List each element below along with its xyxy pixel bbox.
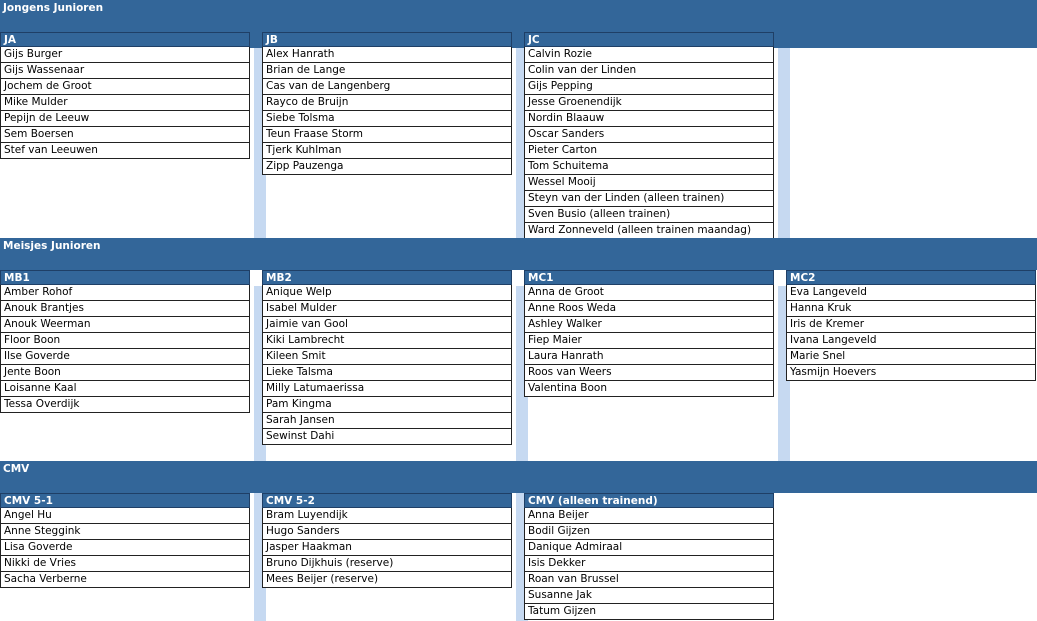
player-cell[interactable]: Nordin Blaauw xyxy=(524,111,774,127)
player-cell[interactable]: Anna de Groot xyxy=(524,285,774,301)
player-cell[interactable]: Gijs Burger xyxy=(0,47,250,63)
player-cell[interactable]: Kileen Smit xyxy=(262,349,512,365)
team-header[interactable]: MC2 xyxy=(786,270,1036,285)
player-cell[interactable]: Anne Roos Weda xyxy=(524,301,774,317)
player-cell[interactable]: Nikki de Vries xyxy=(0,556,250,572)
team-header[interactable]: JB xyxy=(262,32,512,47)
team-header[interactable]: CMV 5-2 xyxy=(262,493,512,508)
player-cell[interactable]: Anique Welp xyxy=(262,285,512,301)
player-cell[interactable]: Bruno Dijkhuis (reserve) xyxy=(262,556,512,572)
player-cell[interactable]: Jasper Haakman xyxy=(262,540,512,556)
player-cell[interactable]: Roan van Brussel xyxy=(524,572,774,588)
team-column xyxy=(0,493,250,588)
player-cell[interactable]: Lisa Goverde xyxy=(0,540,250,556)
player-cell[interactable]: Danique Admiraal xyxy=(524,540,774,556)
team-column xyxy=(262,493,512,588)
player-cell[interactable]: Mike Mulder xyxy=(0,95,250,111)
player-cell[interactable]: Cas van de Langenberg xyxy=(262,79,512,95)
player-cell[interactable]: Jochem de Groot xyxy=(0,79,250,95)
section-title: Jongens Junioren xyxy=(3,2,104,14)
player-cell[interactable]: Ivana Langeveld xyxy=(786,333,1036,349)
team-header[interactable]: CMV 5-1 xyxy=(0,493,250,508)
player-cell[interactable]: Teun Fraase Storm xyxy=(262,127,512,143)
team-header[interactable]: JC xyxy=(524,32,774,47)
player-cell[interactable]: Gijs Wassenaar xyxy=(0,63,250,79)
player-cell[interactable]: Zipp Pauzenga xyxy=(262,159,512,175)
player-cell[interactable]: Gijs Pepping xyxy=(524,79,774,95)
player-cell[interactable]: Sven Busio (alleen trainen) xyxy=(524,207,774,223)
player-cell[interactable]: Anouk Brantjes xyxy=(0,301,250,317)
player-cell[interactable]: Anna Beijer xyxy=(524,508,774,524)
player-cell[interactable]: Jesse Groenendijk xyxy=(524,95,774,111)
player-cell[interactable]: Pieter Carton xyxy=(524,143,774,159)
player-cell[interactable]: Angel Hu xyxy=(0,508,250,524)
player-cell[interactable]: Sacha Verberne xyxy=(0,572,250,588)
player-cell[interactable]: Siebe Tolsma xyxy=(262,111,512,127)
team-column xyxy=(0,270,250,413)
team-column xyxy=(786,270,1036,381)
team-header[interactable]: MB1 xyxy=(0,270,250,285)
player-cell[interactable]: Jente Boon xyxy=(0,365,250,381)
player-cell[interactable]: Alex Hanrath xyxy=(262,47,512,63)
player-cell[interactable]: Stef van Leeuwen xyxy=(0,143,250,159)
team-header[interactable]: MC1 xyxy=(524,270,774,285)
team-column xyxy=(524,493,774,620)
player-cell[interactable]: Laura Hanrath xyxy=(524,349,774,365)
player-cell[interactable]: Floor Boon xyxy=(0,333,250,349)
player-cell[interactable]: Iris de Kremer xyxy=(786,317,1036,333)
player-cell[interactable]: Steyn van der Linden (alleen trainen) xyxy=(524,191,774,207)
team-column xyxy=(262,32,512,175)
player-cell[interactable]: Bram Luyendijk xyxy=(262,508,512,524)
player-cell[interactable]: Eva Langeveld xyxy=(786,285,1036,301)
section-header-band xyxy=(0,461,1037,493)
player-cell[interactable]: Ilse Goverde xyxy=(0,349,250,365)
player-cell[interactable]: Brian de Lange xyxy=(262,63,512,79)
player-cell[interactable]: Marie Snel xyxy=(786,349,1036,365)
player-cell[interactable]: Sem Boersen xyxy=(0,127,250,143)
player-cell[interactable]: Hugo Sanders xyxy=(262,524,512,540)
player-cell[interactable]: Lieke Talsma xyxy=(262,365,512,381)
player-cell[interactable]: Isabel Mulder xyxy=(262,301,512,317)
team-column xyxy=(0,32,250,159)
player-cell[interactable]: Fiep Maier xyxy=(524,333,774,349)
player-cell[interactable]: Sewinst Dahi xyxy=(262,429,512,445)
player-cell[interactable]: Valentina Boon xyxy=(524,381,774,397)
team-header[interactable]: JA xyxy=(0,32,250,47)
player-cell[interactable]: Roos van Weers xyxy=(524,365,774,381)
column-separator-strip xyxy=(778,48,790,238)
player-cell[interactable]: Tatum Gijzen xyxy=(524,604,774,620)
player-cell[interactable]: Isis Dekker xyxy=(524,556,774,572)
team-header[interactable]: CMV (alleen trainend) xyxy=(524,493,774,508)
player-cell[interactable]: Ward Zonneveld (alleen trainen maandag) xyxy=(524,223,774,239)
player-cell[interactable]: Loisanne Kaal xyxy=(0,381,250,397)
player-cell[interactable]: Bodil Gijzen xyxy=(524,524,774,540)
player-cell[interactable]: Tessa Overdijk xyxy=(0,397,250,413)
player-cell[interactable]: Anouk Weerman xyxy=(0,317,250,333)
team-column xyxy=(524,32,774,239)
team-column xyxy=(524,270,774,397)
player-cell[interactable]: Kiki Lambrecht xyxy=(262,333,512,349)
player-cell[interactable]: Pepijn de Leeuw xyxy=(0,111,250,127)
player-cell[interactable]: Susanne Jak xyxy=(524,588,774,604)
section-title: Meisjes Junioren xyxy=(3,240,101,252)
player-cell[interactable]: Calvin Rozie xyxy=(524,47,774,63)
player-cell[interactable]: Jaimie van Gool xyxy=(262,317,512,333)
player-cell[interactable]: Anne Steggink xyxy=(0,524,250,540)
player-cell[interactable]: Ashley Walker xyxy=(524,317,774,333)
player-cell[interactable]: Rayco de Bruijn xyxy=(262,95,512,111)
section-header-band xyxy=(0,238,1037,270)
player-cell[interactable]: Oscar Sanders xyxy=(524,127,774,143)
team-header[interactable]: MB2 xyxy=(262,270,512,285)
player-cell[interactable]: Hanna Kruk xyxy=(786,301,1036,317)
player-cell[interactable]: Amber Rohof xyxy=(0,285,250,301)
player-cell[interactable]: Tjerk Kuhlman xyxy=(262,143,512,159)
team-column xyxy=(262,270,512,445)
player-cell[interactable]: Tom Schuitema xyxy=(524,159,774,175)
player-cell[interactable]: Sarah Jansen xyxy=(262,413,512,429)
section-title: CMV xyxy=(3,463,30,475)
player-cell[interactable]: Yasmijn Hoevers xyxy=(786,365,1036,381)
player-cell[interactable]: Wessel Mooij xyxy=(524,175,774,191)
player-cell[interactable]: Milly Latumaerissa xyxy=(262,381,512,397)
player-cell[interactable]: Colin van der Linden xyxy=(524,63,774,79)
player-cell[interactable]: Mees Beijer (reserve) xyxy=(262,572,512,588)
player-cell[interactable]: Pam Kingma xyxy=(262,397,512,413)
